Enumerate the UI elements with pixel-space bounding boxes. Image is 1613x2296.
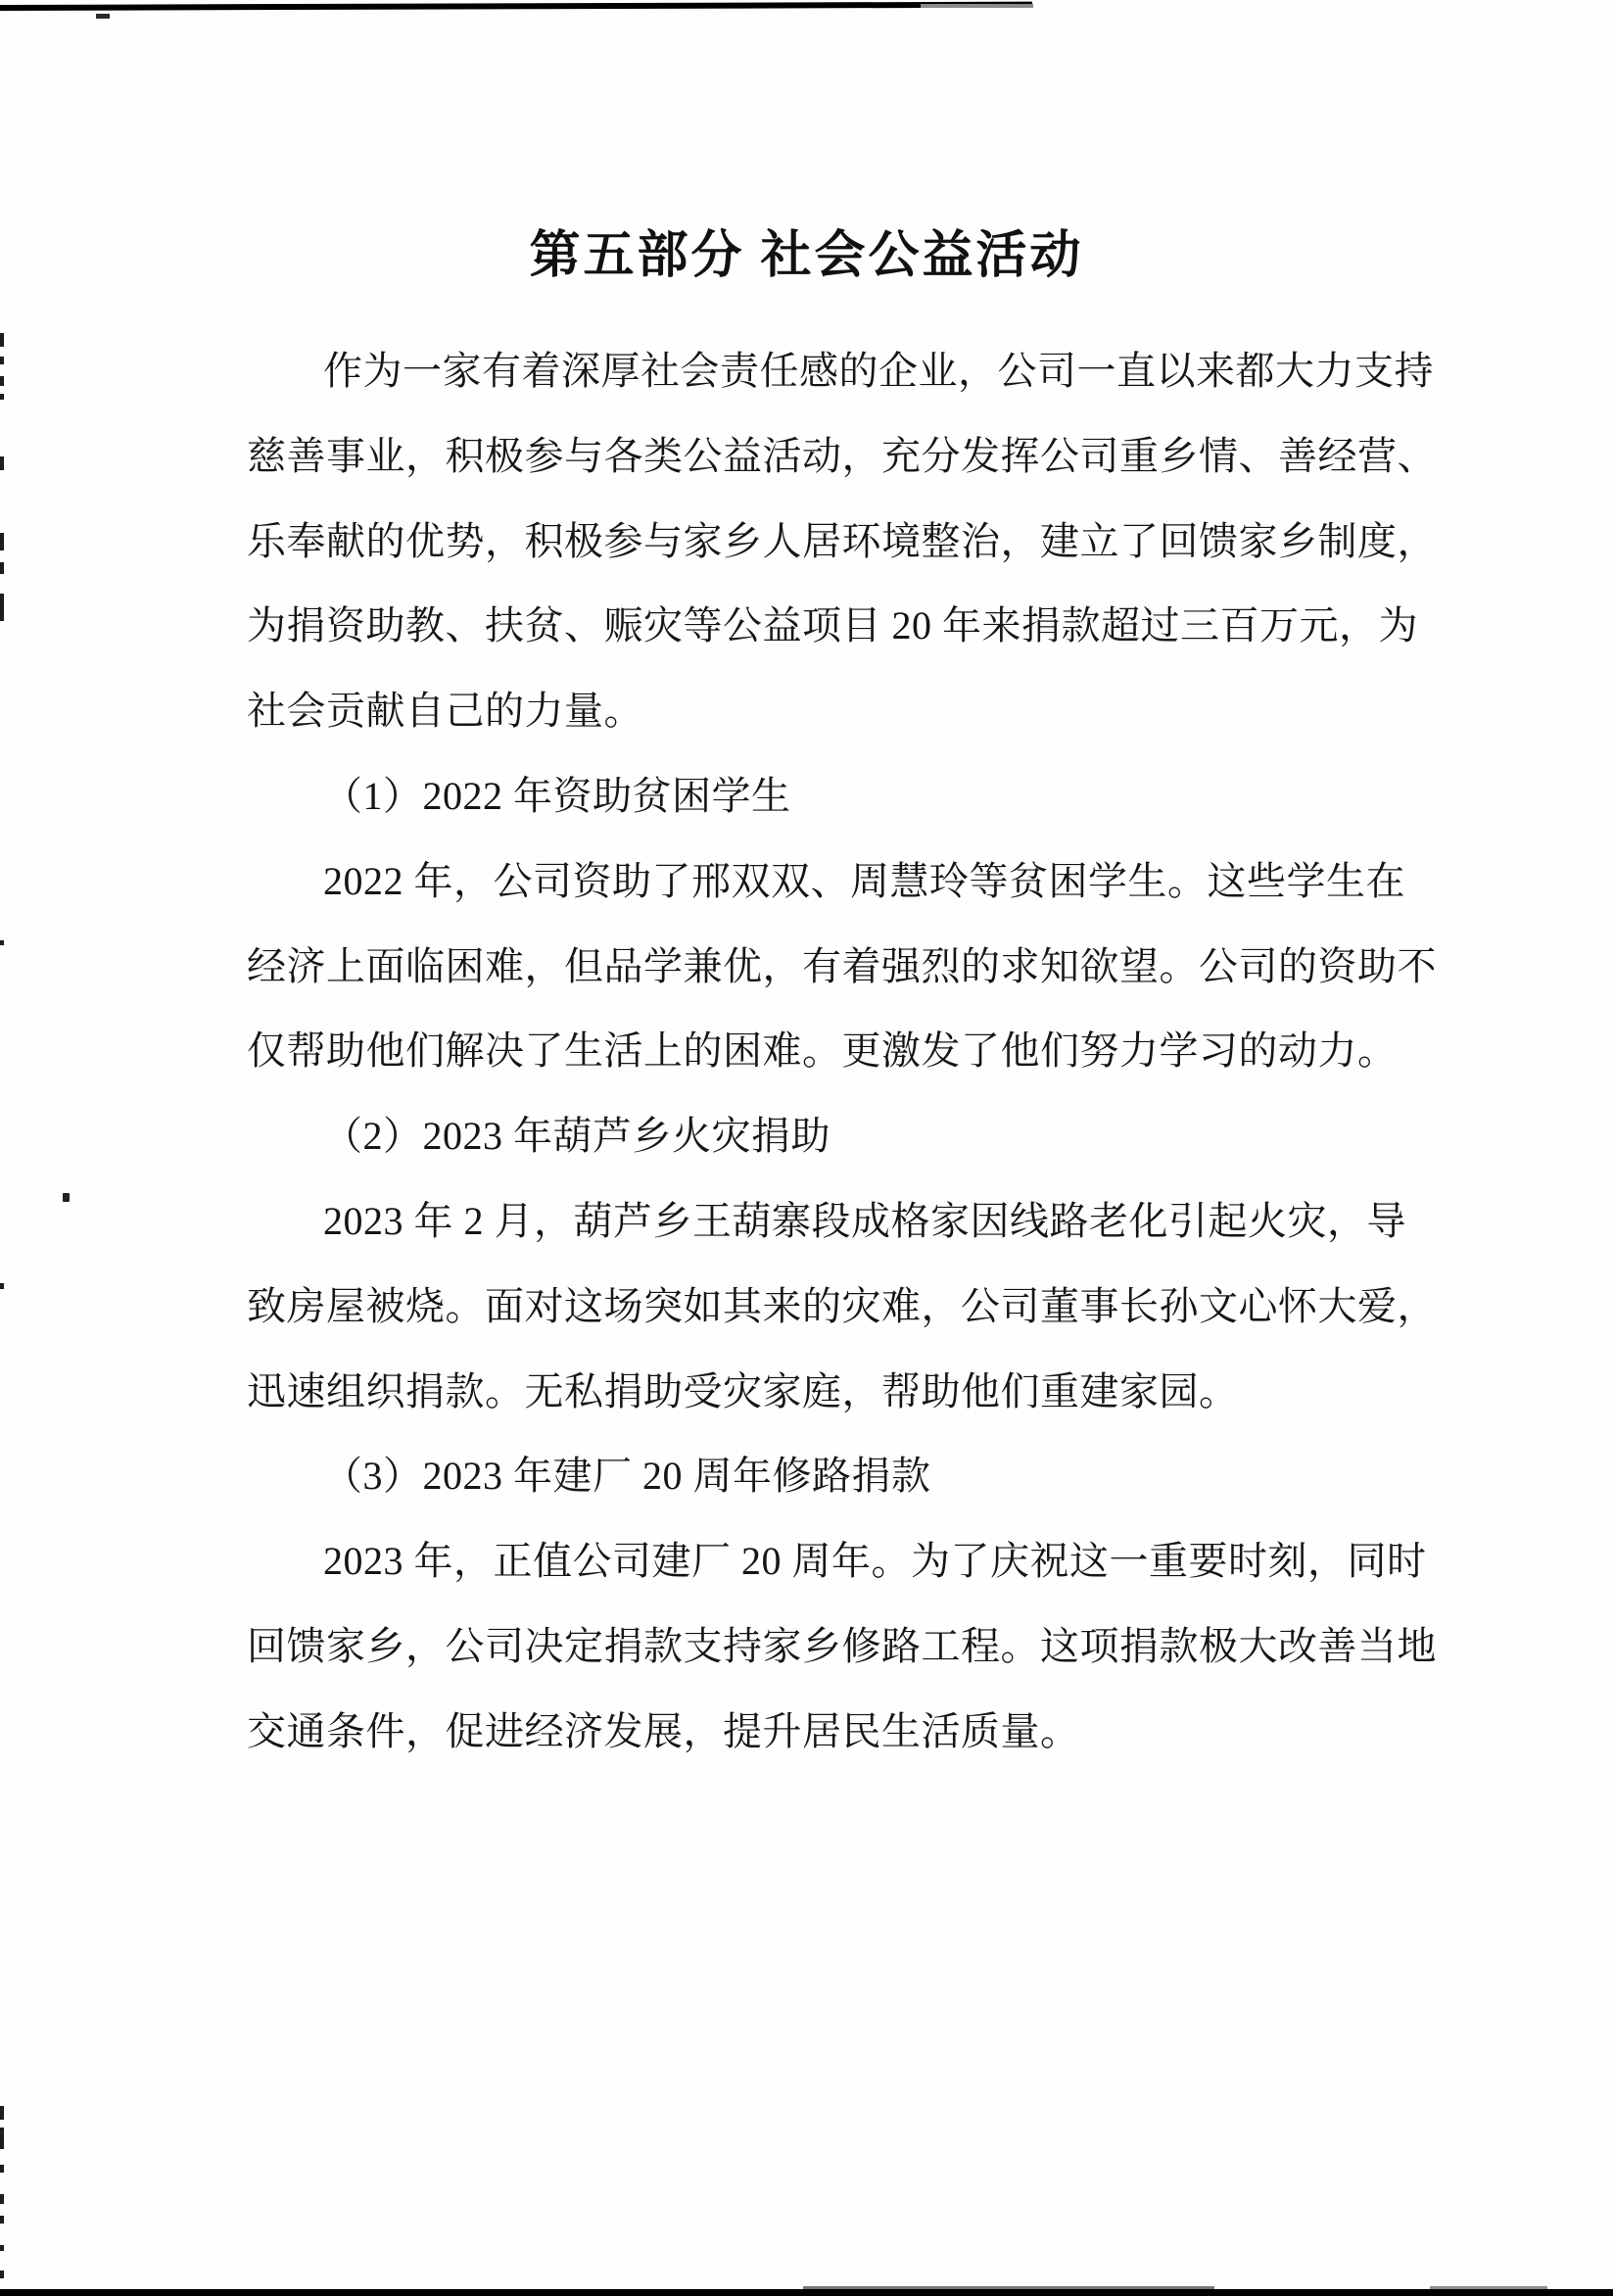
scan-artifact-left-dash	[0, 562, 4, 574]
scan-artifact-left-dash	[0, 594, 4, 621]
scan-artifact-left-dash	[0, 533, 4, 550]
list-item-heading-1: （1）2022 年资助贫困学生	[323, 773, 791, 818]
text-line: 2023 年 2 月，葫芦乡王葫寨段成格家因线路老化引起火灾，导	[323, 1198, 1406, 1243]
list-item-heading-2: （2）2023 年葫芦乡火灾捐助	[323, 1114, 830, 1159]
text-line: 乐奉献的优势，积极参与家乡人居环境整治，建立了回馈家乡制度，	[247, 518, 1437, 563]
list-item-heading-3: （3）2023 年建厂 20 周年修路捐款	[323, 1454, 931, 1499]
text-line: 2023 年，正值公司建厂 20 周年。为了庆祝这一重要时刻，同时	[323, 1539, 1427, 1584]
scan-artifact-bottom-edge	[0, 2289, 1613, 2296]
text-line: 迅速组织捐款。无私捐助受灾家庭，帮助他们重建家园。	[247, 1368, 1239, 1413]
scan-artifact-left-dash	[0, 376, 4, 386]
text-line: 社会贡献自己的力量。	[247, 689, 643, 734]
scan-artifact-left-dash	[0, 2245, 4, 2251]
text-line: 致房屋被烧。面对这场突如其来的灾难，公司董事长孙文心怀大爱，	[247, 1283, 1437, 1328]
document-title: 第五部分 社会公益活动	[529, 227, 1084, 284]
scan-artifact-left-dash	[0, 2128, 4, 2149]
text-line: 交通条件，促进经济发展，提升居民生活质量。	[247, 1708, 1080, 1753]
scan-artifact-left-dash	[0, 333, 4, 347]
document-body	[247, 329, 1437, 1775]
scan-artifact-top-tick	[96, 14, 110, 19]
text-line: 作为一家有着深厚社会责任感的企业，公司一直以来都大力支持	[323, 349, 1434, 393]
scan-artifact-left-dash	[0, 394, 4, 400]
scan-artifact-left-dash	[0, 456, 4, 470]
scan-artifact-bottom-gray2	[1430, 2286, 1547, 2289]
text-line: 慈善事业，积极参与各类公益活动，充分发挥公司重乡情、善经营、	[247, 433, 1437, 478]
scan-artifact-left-dash	[0, 357, 4, 364]
text-line: 2022 年，公司资助了邢双双、周慧玲等贫困学生。这些学生在	[323, 858, 1405, 903]
scan-artifact-left-dash	[0, 940, 4, 945]
scan-artifact-left-dash	[0, 2106, 4, 2120]
scan-artifact-top-edge	[0, 2, 1032, 11]
text-line: 仅帮助他们解决了生活上的困难。更激发了他们努力学习的动力。	[247, 1028, 1398, 1074]
text-line: 经济上面临困难，但品学兼优，有着强烈的求知欲望。公司的资助不	[247, 943, 1437, 988]
scan-speck	[63, 1193, 70, 1202]
text-line: 回馈家乡，公司决定捐款支持家乡修路工程。这项捐款极大改善当地	[247, 1623, 1437, 1668]
scan-artifact-left-dash	[0, 1283, 4, 1289]
scan-artifact-left-dash	[0, 2271, 4, 2278]
scan-artifact-left-dash	[0, 2165, 4, 2173]
text-line: 为捐资助教、扶贫、赈灾等公益项目 20 年来捐款超过三百万元，为	[247, 603, 1418, 648]
scan-artifact-bottom-gray	[803, 2286, 1214, 2289]
scan-artifact-top-edge-fade	[921, 4, 1033, 8]
scan-artifact-left-dash	[0, 2216, 4, 2224]
scan-artifact-left-dash	[0, 2194, 4, 2204]
